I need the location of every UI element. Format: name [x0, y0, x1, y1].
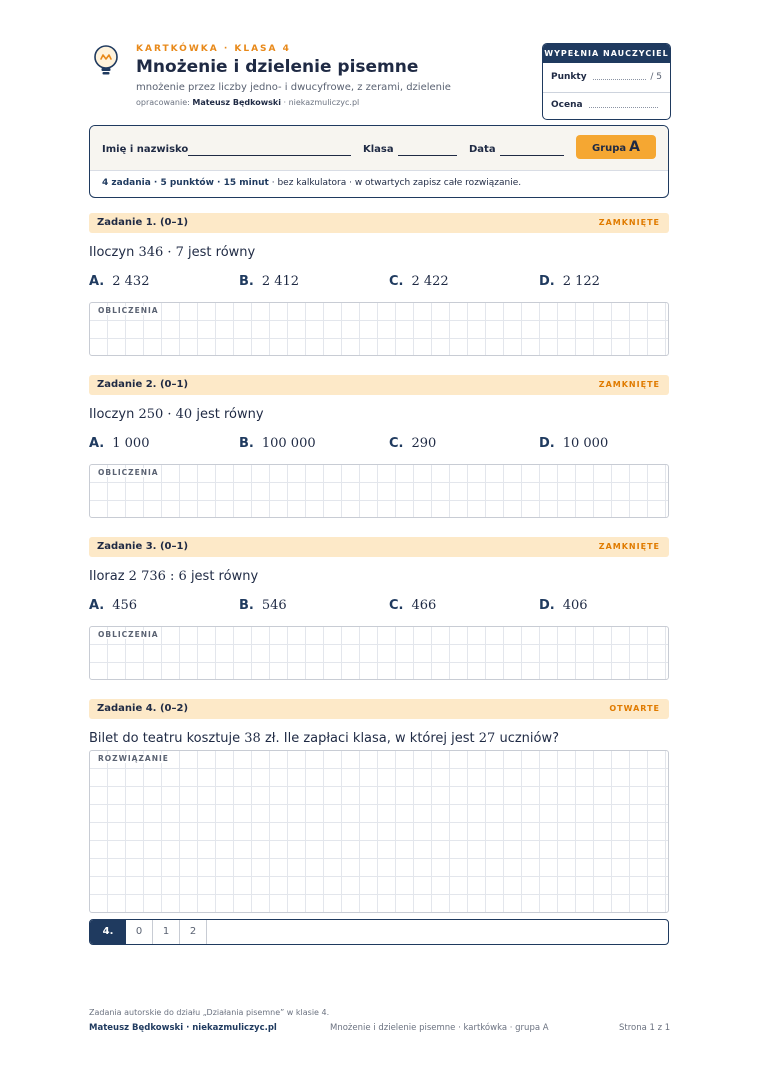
points-label: Punkty	[551, 72, 587, 82]
footer-title: Mnożenie i dzielenie pisemne · kartkówka · grupa A	[330, 1023, 549, 1033]
solution-area-label: ROZWIĄZANIE	[98, 754, 169, 763]
task-1-option-d[interactable]	[539, 274, 600, 289]
teacher-box-divider	[543, 92, 670, 93]
group-badge	[576, 135, 656, 159]
class-field[interactable]	[398, 155, 457, 156]
task-4-type-tag: OTWARTE	[609, 704, 660, 713]
test-summary	[102, 178, 521, 188]
author-line	[136, 98, 359, 107]
task-1-answers	[89, 274, 669, 292]
option-value: 2 412	[261, 274, 300, 289]
footer-author: Mateusz Będkowski · niekazmuliczyc.pl	[89, 1023, 277, 1033]
task-1-option-a[interactable]	[89, 274, 149, 289]
task-2-answers	[89, 436, 669, 454]
grade-label: Ocena	[551, 100, 583, 110]
task-4-price: 38	[244, 731, 261, 746]
task-3-header	[89, 537, 669, 557]
task-1-expression: 346 · 7	[138, 245, 184, 260]
page-title: Mnożenie i dzielenie pisemne	[136, 57, 419, 77]
task-4-question-part: zł. Ile zapłaci klasa, w której jest	[260, 731, 479, 746]
task-2-question-text: Iloczyn	[89, 407, 139, 422]
task-4-title: Zadanie 4. (0–2)	[97, 703, 189, 714]
task-2-option-a[interactable]	[89, 436, 149, 451]
option-letter: A.	[89, 598, 105, 613]
option-letter: B.	[239, 436, 254, 451]
task-2-question-end: jest równy	[192, 407, 264, 422]
score-option-0[interactable]: 0	[126, 920, 153, 944]
task-4-header	[89, 699, 669, 719]
date-field[interactable]	[500, 155, 564, 156]
task-2-question	[89, 407, 264, 422]
work-area-label: OBLICZENIA	[98, 306, 159, 315]
task-3-answers	[89, 598, 669, 616]
task-3-title: Zadanie 3. (0–1)	[97, 541, 189, 552]
points-max: / 5	[650, 72, 662, 82]
option-value: 2 432	[112, 274, 150, 289]
test-summary-rest: · bez kalkulatora · w otwartych zapisz całe rozwiązanie.	[271, 178, 522, 188]
group-letter: A	[629, 139, 640, 155]
option-letter: D.	[539, 274, 555, 289]
task-1-title: Zadanie 1. (0–1)	[97, 217, 189, 228]
work-area-label: OBLICZENIA	[98, 468, 159, 477]
option-letter: C.	[389, 436, 404, 451]
task-4-score-strip	[89, 919, 669, 945]
task-3-option-d[interactable]	[539, 598, 588, 613]
option-letter: D.	[539, 436, 555, 451]
task-1-question-text: Iloczyn	[89, 245, 139, 260]
task-4-question	[89, 731, 559, 746]
score-task-number: 4.	[90, 920, 126, 945]
task-2-type-tag: ZAMKNIĘTE	[598, 380, 660, 389]
option-letter: A.	[89, 274, 105, 289]
option-letter: D.	[539, 598, 555, 613]
task-2-expression: 250 · 40	[138, 407, 193, 422]
points-row	[551, 72, 662, 82]
option-value: 10 000	[562, 436, 609, 451]
option-value: 466	[411, 598, 437, 613]
option-value: 2 122	[562, 274, 600, 289]
teacher-box	[542, 43, 671, 120]
task-4-question-part: uczniów?	[495, 731, 560, 746]
task-1-header	[89, 213, 669, 233]
task-3-type-tag: ZAMKNIĘTE	[598, 542, 660, 551]
author-name: Mateusz Będkowski	[192, 98, 281, 107]
task-4-solution-area[interactable]	[89, 750, 669, 913]
name-label: Imię i nazwisko	[102, 144, 189, 155]
task-3-option-a[interactable]	[89, 598, 137, 613]
task-3-expression: 2 736 : 6	[128, 569, 187, 584]
task-2-title: Zadanie 2. (0–1)	[97, 379, 189, 390]
points-field[interactable]	[593, 72, 647, 80]
task-3-option-b[interactable]	[239, 598, 287, 613]
task-3-question-text: Iloraz	[89, 569, 129, 584]
footer-note: Zadania autorskie do działu „Działania pisemne” w klasie 4.	[89, 1008, 330, 1017]
test-summary-key: 4 zadania · 5 punktów · 15 minut	[102, 178, 269, 188]
work-area-label: OBLICZENIA	[98, 630, 159, 639]
option-value: 406	[562, 598, 588, 613]
task-1-question-end: jest równy	[183, 245, 256, 260]
score-option-2[interactable]: 2	[180, 920, 207, 944]
option-letter: A.	[89, 436, 105, 451]
footer-page-number: Strona 1 z 1	[619, 1023, 671, 1033]
class-label: Klasa	[363, 144, 394, 155]
grade-row	[551, 100, 662, 110]
task-2-option-d[interactable]	[539, 436, 608, 451]
task-1-option-c[interactable]	[389, 274, 449, 289]
task-1-type-tag: ZAMKNIĘTE	[598, 218, 660, 227]
option-letter: C.	[389, 274, 404, 289]
option-value: 546	[261, 598, 287, 613]
task-4-student-count: 27	[478, 731, 496, 746]
name-field[interactable]	[188, 155, 351, 156]
task-2-header	[89, 375, 669, 395]
task-3-question	[89, 569, 258, 584]
teacher-box-heading: WYPEŁNIA NAUCZYCIEL	[543, 44, 670, 63]
worksheet-kicker: KARTKÓWKA · KLASA 4	[136, 44, 291, 54]
task-1-work-area[interactable]	[89, 302, 669, 356]
option-value: 290	[411, 436, 437, 451]
score-option-1[interactable]: 1	[153, 920, 180, 944]
task-2-option-b[interactable]	[239, 436, 316, 451]
option-letter: B.	[239, 274, 254, 289]
task-2-work-area[interactable]	[89, 464, 669, 518]
option-value: 2 422	[411, 274, 449, 289]
option-value: 1 000	[112, 436, 150, 451]
task-3-work-area[interactable]	[89, 626, 669, 680]
grade-field[interactable]	[589, 100, 658, 108]
task-3-question-end: jest równy	[186, 569, 259, 584]
author-site: · niekazmuliczyc.pl	[283, 98, 360, 107]
group-label: Grupa	[591, 143, 627, 154]
date-label: Data	[469, 144, 496, 155]
student-info-fields	[90, 126, 668, 171]
task-1-question	[89, 245, 255, 260]
bulb-logo-icon	[92, 44, 120, 78]
option-value: 456	[112, 598, 138, 613]
task-3-option-c[interactable]	[389, 598, 436, 613]
option-letter: B.	[239, 598, 254, 613]
author-prefix: opracowanie:	[136, 98, 190, 107]
option-value: 100 000	[261, 436, 316, 451]
option-letter: C.	[389, 598, 404, 613]
task-2-option-c[interactable]	[389, 436, 436, 451]
student-info-box	[89, 125, 669, 198]
task-1-option-b[interactable]	[239, 274, 299, 289]
task-4-question-part: Bilet do teatru kosztuje	[89, 731, 245, 746]
page-subtitle: mnożenie przez liczby jedno- i dwucyfrowe, z zerami, dzielenie	[136, 82, 451, 93]
